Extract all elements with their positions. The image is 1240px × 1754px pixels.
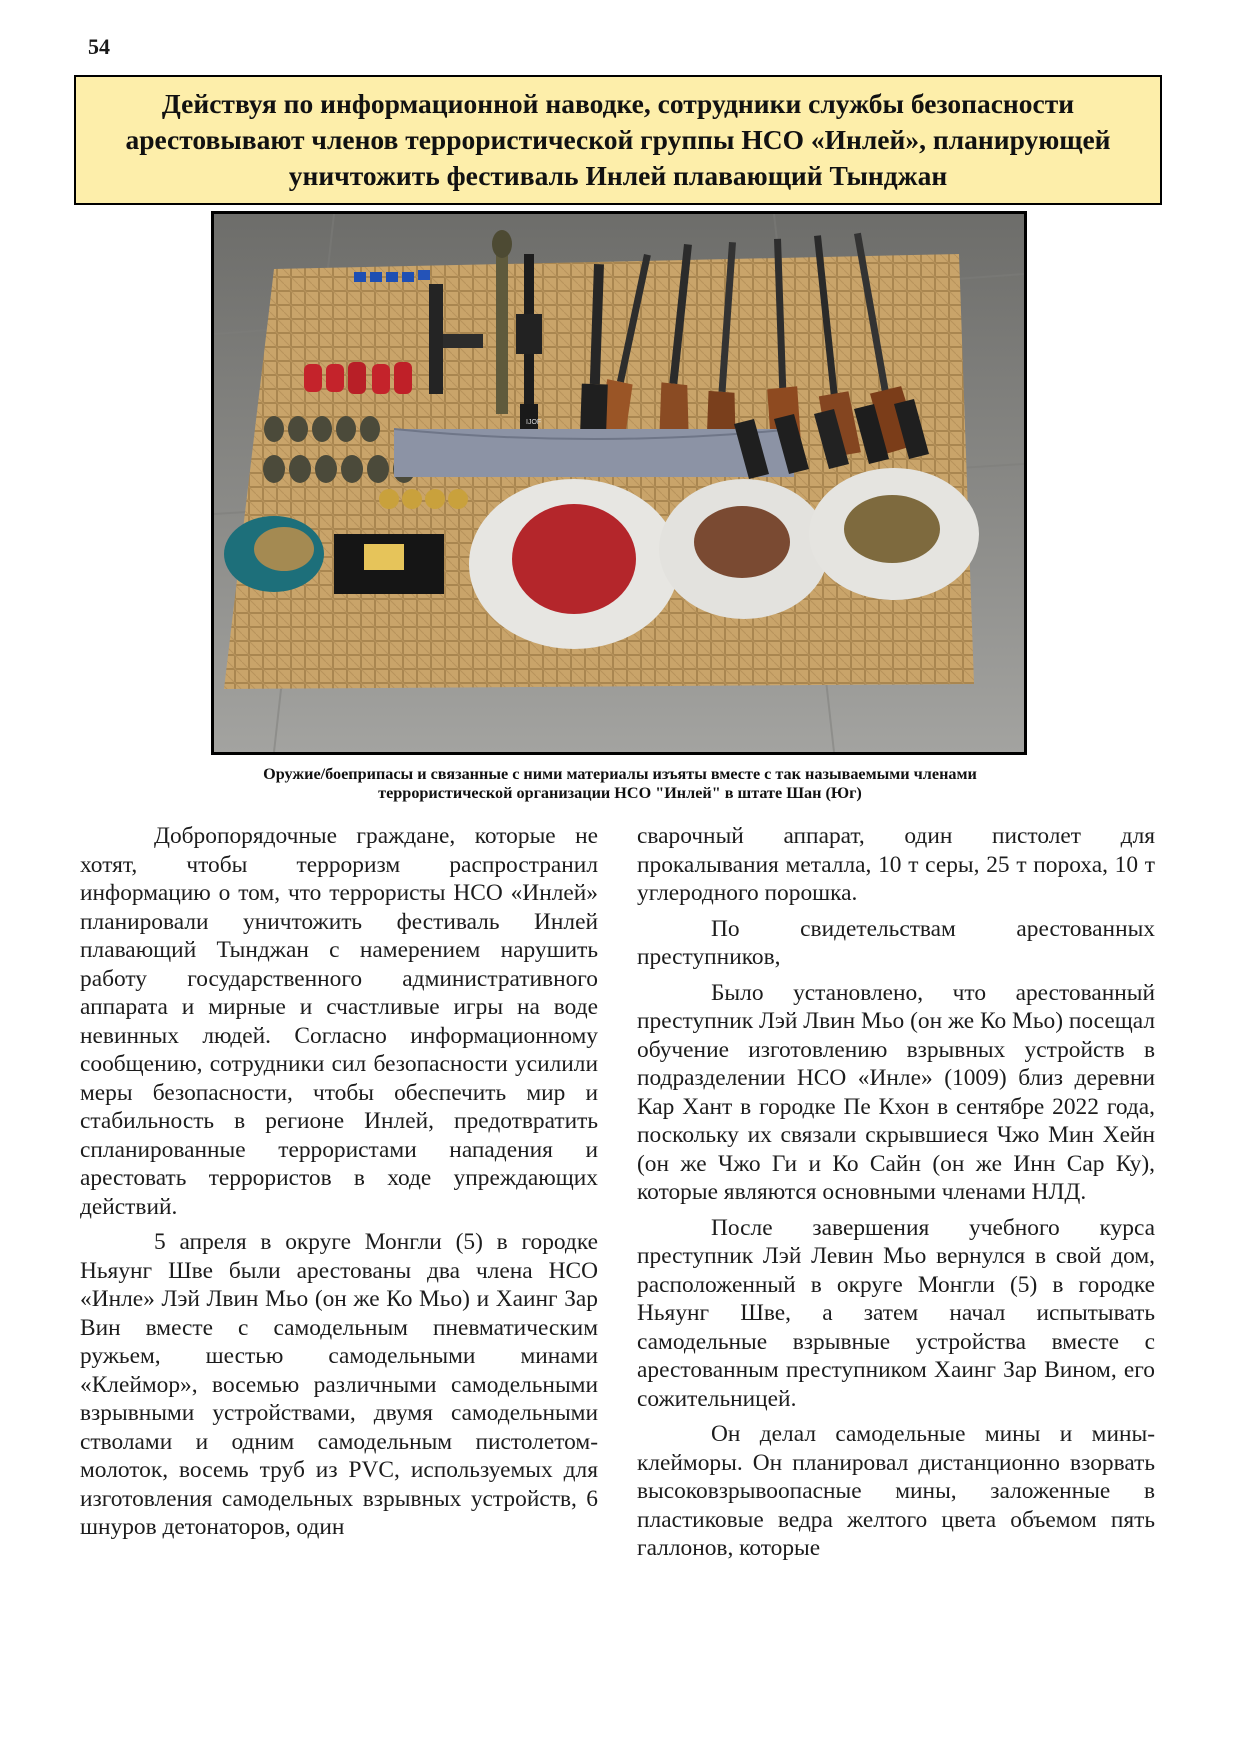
article-paragraph: После завершения учебного курса преступник Лэй Левин Мьо вернулся в свой дом, расположенный в округе Монгли (5) в городке Ньяунг Шве, а затем начал испытывать самодельные взрывные устройства вместе с арестованным преступником Хаинг Зар Вином, его сожительницей. — [637, 1214, 1155, 1412]
headline-box — [74, 75, 1162, 205]
seized-weapons-photo — [211, 211, 1027, 755]
article-left-column — [80, 822, 598, 1549]
article-paragraph: Он делал самодельные мины и мины-клейморы. Он планировал дистанционно взорвать высоковзрывоопасные мины, заложенные в пластиковые ведра желтого цвета объемом пять галлонов, которые — [637, 1421, 1155, 1561]
article-paragraph: 5 апреля в округе Монгли (5) в городке Ньяунг Шве были арестованы два члена НСО «Инле» Лэй Лвин Мьо (он же Ко Мьо) и Хаинг Зар Вин вместе с самодельным пневматическим ружьем, шестью самодельными минами «Клеймор», восемью различными самодельными взрывными устройствами, двумя самодельными стволами и одним самодельным пистолетом- молоток, восемь труб из PVC, используемых для изготовления самодельных взрывных устройств, 6 шнуров детонаторов, один — [80, 1229, 598, 1540]
page-number: 54 — [88, 34, 110, 59]
photo-label-1: IJOF — [526, 419, 542, 426]
red-items-group — [304, 362, 412, 394]
article-right-column — [637, 822, 1155, 1570]
photo-caption — [120, 765, 1120, 803]
article-paragraph: Было установлено, что арестованный преступник Лэй Лвин Мьо (он же Ко Мьо) посещал обучение изготовлению взрывных устройств в подразделении НСО «Инле» (1009) близ деревни Кар Хант в городке Пе Кхон в сентябре 2022 года, поскольку их связали скрывшиеся Чжо Мин Хейн (он же Чжо Ги и Ко Сайн (он же Инн Сар Ку), которые являются основными членами НЛД. — [637, 979, 1155, 1205]
headline: Действуя по информационной наводке, сотрудники службы безопасности арестовывают членов террористической группы НСО «Инлей», планирующей уничтожить фестиваль Инлей плавающий Тынджан — [125, 88, 1111, 191]
article-paragraph-continuation: сварочный аппарат, один пистолет для прокалывания металла, 10 т серы, 25 т пороха, 10 т углеродного порошка. — [637, 823, 1155, 906]
article-paragraph: По свидетельствам арестованных преступников, — [637, 915, 1155, 970]
article-paragraph: Добропорядочные граждане, которые не хотят, чтобы терроризм распространил информацию о том, что террористы НСО «Инлей» планировали уничтожить фестиваль Инлей плавающий Тынджан с намерением нарушить работу государственного административного аппарата и мирные и счастливые игры на воде невинных людей. Согласно информационному сообщению, сотрудники сил безопасности усилили меры безопасности, чтобы обеспечить мир и стабильность в регионе Инлей, предотвратить спланированные террористами нападения и арестовать террористов в ходе упреждающих действий. — [80, 823, 598, 1220]
weapons-illustration — [214, 214, 1024, 752]
caption-line-2: террористической организации НСО "Инлей" в штате Шан (Юг) — [378, 784, 862, 802]
caption-line-1: Оружие/боеприпасы и связанные с ними материалы изъяты вместе с так называемыми членами — [263, 765, 977, 783]
